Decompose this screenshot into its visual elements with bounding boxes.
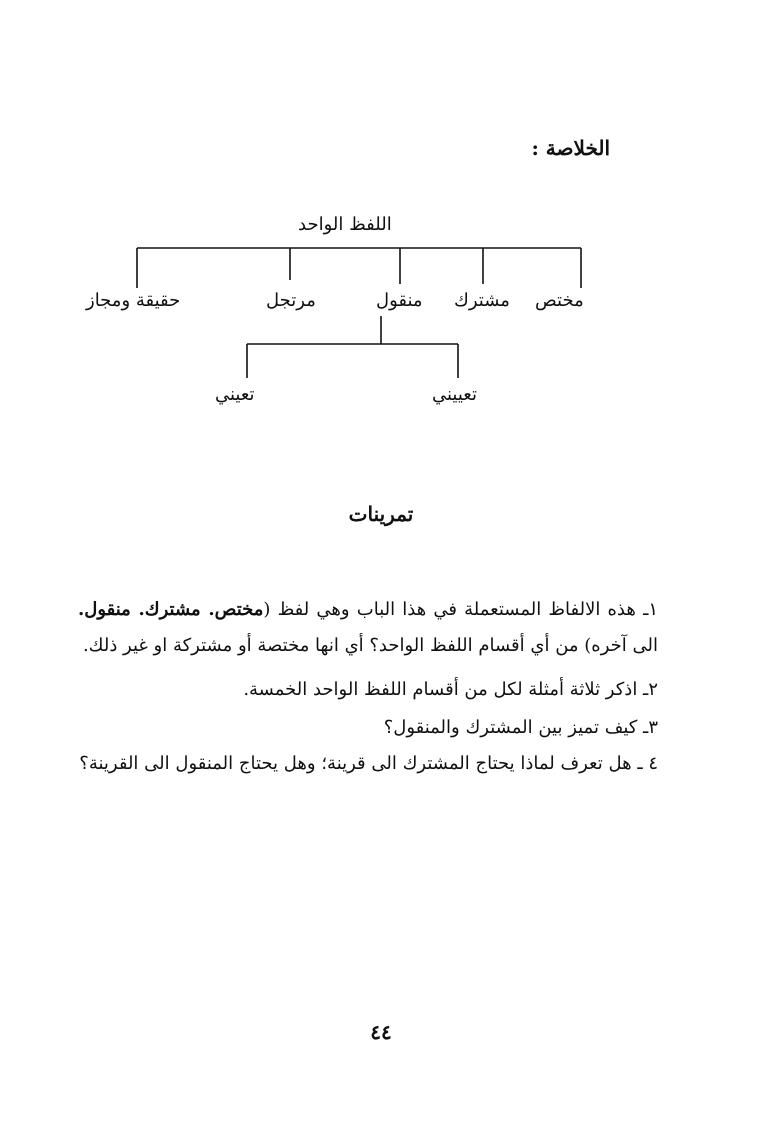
- tree-branch-manqul: منقول: [376, 290, 423, 311]
- exercises-list: [78, 592, 658, 782]
- tree-branch-mukhtas: مختص: [535, 290, 584, 311]
- tree-branch-mushtarak: مشترك: [454, 290, 510, 311]
- tree-root-label: اللفظ الواحد: [298, 214, 392, 235]
- exercise-1-terms: مختص. مشترك. منقول.: [78, 599, 264, 620]
- exercise-1-text-end: الى آخره) من أي أقسام اللفظ الواحد؟ أي انها مختصة أو مشتركة او غير ذلك.: [82, 635, 658, 656]
- tree-branch-murtajal: مرتجل: [266, 290, 316, 311]
- tree-branch-haqiqa-majaz: حقيقة ومجاز: [86, 290, 181, 311]
- tree-subbranch-taayuni: تعيني: [215, 384, 255, 405]
- exercise-1-number: ١ـ: [643, 599, 659, 620]
- exercise-1: [78, 592, 658, 664]
- exercise-2: ٢ـ اذكر ثلاثة أمثلة لكل من أقسام اللفظ الواحد الخمسة.: [243, 679, 658, 700]
- page-number: ٤٤: [370, 1020, 392, 1044]
- exercise-3: ٣ـ كيف تميز بين المشترك والمنقول؟: [383, 717, 658, 738]
- exercise-1-text-start: هذه الالفاظ المستعملة في هذا الباب وهي لفظ (: [263, 599, 636, 620]
- summary-heading: الخلاصة :: [531, 136, 610, 160]
- exercises-heading: تمرينات: [348, 502, 414, 526]
- exercise-4: ٤ ـ هل تعرف لماذا يحتاج المشترك الى قرينة؛ وهل يحتاج المنقول الى القرينة؟: [79, 753, 658, 774]
- tree-subbranch-taayini: تعييني: [432, 384, 477, 405]
